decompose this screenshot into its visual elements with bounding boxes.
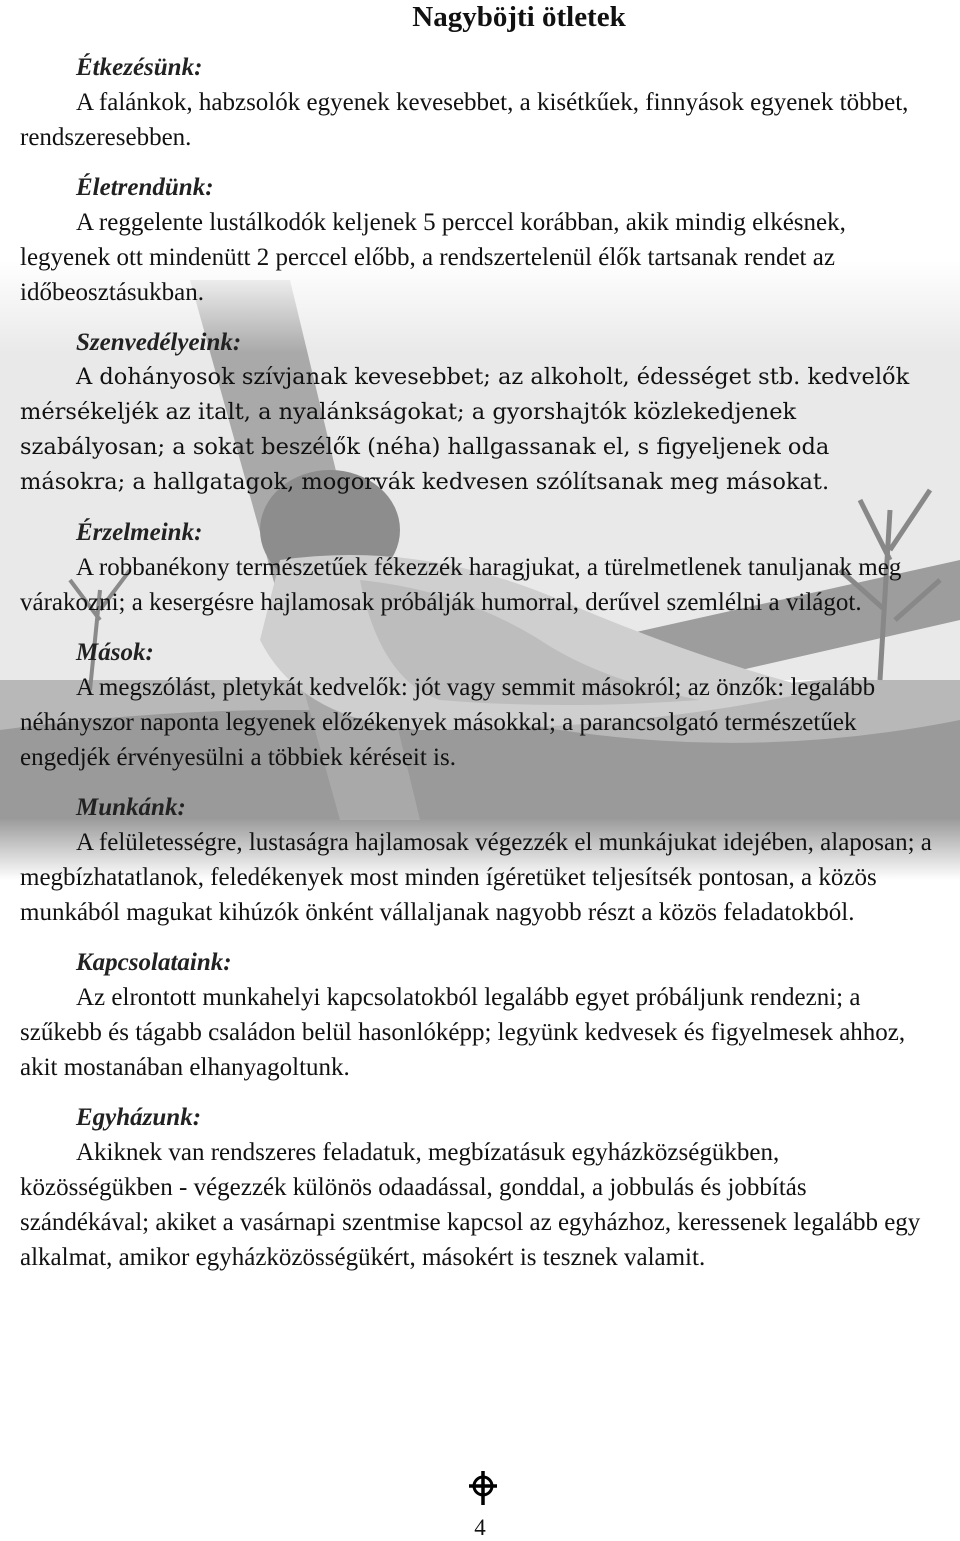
section-text: A reggelente lustálkodók keljenek 5 perccel korábban, akik mindig elkésnek, legyenek ott mindenütt 2 perccel előbb, a rendszertelenül élők tartsanak rendet az időbeosztásukban. (20, 209, 846, 306)
section-text: A megszólást, pletykát kedvelők: jót vagy semmit másokról; az önzők: legalább néhányszor naponta legyenek előzékenyek másokkal; a parancsolgató természetűek engedjék érvényesülni a többiek kéréseit is. (20, 674, 876, 771)
section-heading: Kapcsolataink: (76, 949, 232, 976)
section-heading: Egyházunk: (76, 1104, 202, 1131)
section-text: A falánkok, habzsolók egyenek kevesebbet, a kisétkűek, finnyások egyenek többet, rendszeresebben. (20, 89, 909, 151)
section-eletrend (20, 170, 938, 310)
section-heading: Életrendünk: (76, 174, 214, 201)
section-text: Akiknek van rendszeres feladatuk, megbízatásuk egyházközségükben, közösségükben - végezzék különös odaadással, gonddal, a jobbulás és jobbítás szándékával; akiket a vasárnapi szentmise kapcsol az egyházhoz, keressenek legalább egy alkalmat, amikor egyházközösségükért, másokért is tesznek valamit. (20, 1139, 921, 1271)
section-egyhaz (20, 1100, 938, 1275)
celtic-cross-icon (466, 1470, 500, 1506)
section-heading: Munkánk: (76, 794, 186, 821)
section-heading: Érzelmeink: (76, 519, 203, 546)
section-etkezes (20, 50, 938, 155)
section-heading: Szenvedélyeink: (76, 329, 242, 356)
section-kapcsolatok (20, 945, 938, 1085)
section-heading: Étkezésünk: (76, 54, 203, 81)
page-number: 4 (474, 1515, 486, 1540)
section-heading: Mások: (76, 639, 154, 666)
section-text: Az elrontott munkahelyi kapcsolatokból legalább egyet próbáljunk rendezni; a szűkebb és tágabb családon belül hasonlóképp; legyünk kedvesek és figyelmesek ahhoz, akit mostanában elhanyagoltunk. (20, 984, 906, 1081)
section-text: A felületességre, lustaságra hajlamosak végezzék el munkájukat idejében, alaposan; a megbízhatatlanok, feledékenyek most minden ígéretüket teljesítsék pontosan, a közös munkából magukat kihúzók önként vállaljanak nagyobb részt a közös feladatokból. (20, 829, 932, 926)
page-title: Nagyböjti ötletek (412, 1, 626, 33)
section-erzelmek (20, 515, 938, 620)
section-masok (20, 635, 938, 775)
section-munka (20, 790, 938, 930)
section-text: A dohányosok szívjanak kevesebbet; az alkoholt, édességet stb. kedvelők mérsékeljék az italt, a nyalánkságokat; a gyorshajtók közlekedjenek szabályosan; a sokat beszélők (néha) hallgassanak el, s figyeljenek oda másokra; a hallgatagok, mogorvák kedvesen szólítsanak meg másokat. (20, 364, 910, 495)
section-szenvedelyek (20, 325, 938, 500)
section-text: A robbanékony természetűek fékezzék haragjukat, a türelmetlenek tanuljanak meg várakozni; a kesergésre hajlamosak próbálják humorral, derűvel szemlélni a világot. (20, 554, 902, 616)
